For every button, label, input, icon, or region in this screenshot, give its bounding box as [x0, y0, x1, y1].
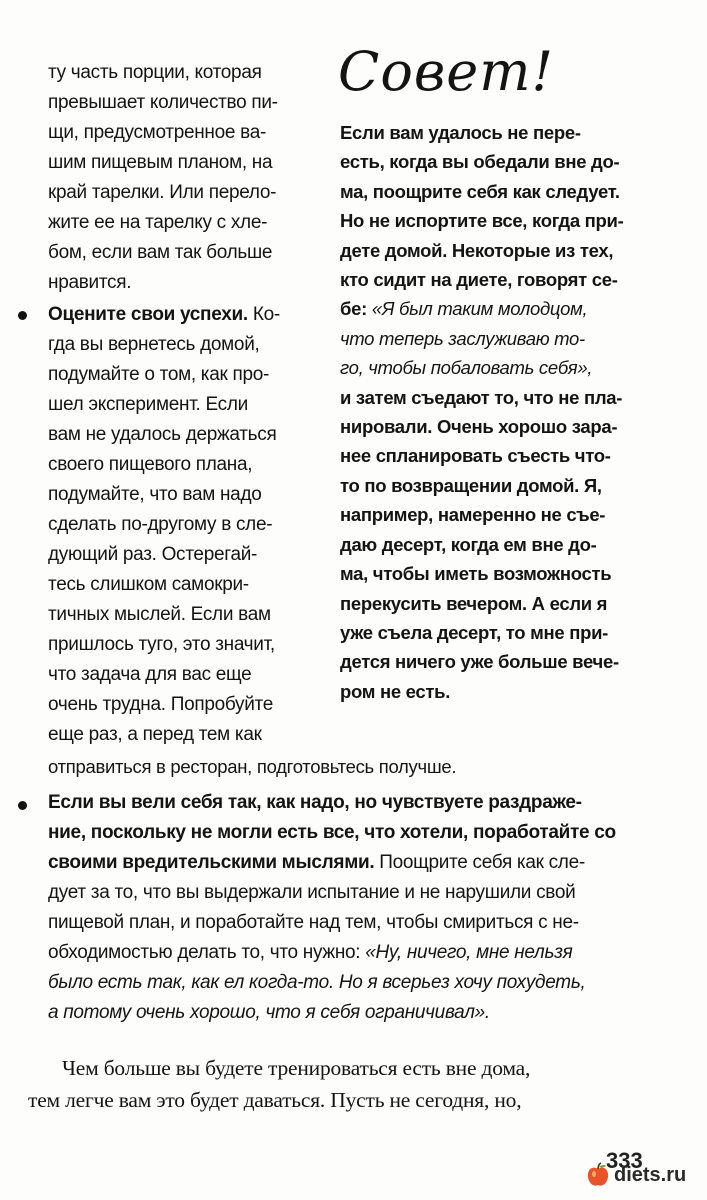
- text-line: край тарелки. Или перело-: [48, 182, 277, 203]
- text-run: уже съела десерт, то мне при-: [340, 621, 609, 643]
- text-line: тесь слишком самокри-: [48, 574, 249, 595]
- text-run: «Ну, ничего, мне нельзя: [360, 942, 573, 963]
- text-line: тичных мыслей. Если вам: [48, 604, 271, 625]
- left-column: [48, 58, 310, 750]
- text-run: «Я был таким молодцом,: [366, 298, 588, 320]
- text-run: Если вам удалось не пере-: [340, 122, 581, 143]
- text-line: шел эксперимент. Если: [48, 394, 248, 415]
- text-line: щи, предусмотренное ва-: [48, 122, 267, 143]
- text-run: ма, поощрите себя как следует.: [340, 180, 620, 202]
- text-line: [340, 324, 640, 353]
- text-run: даю десерт, когда ем вне до-: [340, 533, 597, 555]
- text-line: пришлось туго, это значит,: [48, 634, 275, 655]
- text-line: [340, 471, 640, 500]
- text-run: нее спланировать съесть что-: [340, 445, 611, 467]
- text-line: [48, 848, 648, 878]
- text-line: [340, 177, 640, 206]
- page-number: 333: [606, 1148, 643, 1173]
- text-run: пищевой план, и поработайте над тем, чтобы смириться с не-: [48, 912, 579, 933]
- bullet-dot-icon: [18, 801, 27, 810]
- text-line: жите ее на тарелку с хле-: [48, 212, 268, 233]
- text-line: [340, 206, 640, 235]
- text-line: [340, 500, 640, 529]
- text-run: ние, поскольку не могли есть все, что хотели, поработайте со: [48, 822, 616, 843]
- text-line: [340, 530, 640, 559]
- text-run: есть, когда вы обедали вне до-: [340, 151, 620, 173]
- text-line: [340, 118, 640, 147]
- text-line: [340, 618, 640, 647]
- text-line: [340, 294, 640, 323]
- continuation-block: [48, 752, 648, 782]
- text-run: дете домой. Некоторые из тех,: [340, 239, 614, 261]
- text-line: вам не удалось держаться: [48, 424, 277, 445]
- text-line: [48, 878, 648, 908]
- advice-title: Совет!: [338, 40, 555, 103]
- bullet-lead-rest: Ко-: [247, 304, 280, 325]
- text-line: [48, 908, 648, 938]
- text-line: очень трудна. Попробуйте: [48, 694, 273, 715]
- text-line: еще раз, а перед тем как: [48, 724, 262, 745]
- text-line: [48, 938, 648, 968]
- text-line: превышает количество пи-: [48, 92, 278, 113]
- text-line: шим пищевым планом, на: [48, 152, 273, 173]
- text-line: подумайте о том, как про-: [48, 364, 270, 385]
- text-line: [340, 353, 640, 382]
- text-run: а потому очень хорошо, что я себя ограничивал».: [48, 1002, 490, 1023]
- text-run: дется ничего уже больше вече-: [340, 651, 619, 673]
- text-run: Но не испортите все, когда при-: [340, 210, 624, 232]
- text-line: сделать по-другому в сле-: [48, 514, 273, 535]
- text-run: обходимостью делать то, что нужно:: [48, 942, 361, 963]
- text-line: своего пищевого плана,: [48, 454, 253, 475]
- text-line: [48, 998, 648, 1028]
- text-line: [340, 147, 640, 176]
- bullet-lead-bold: Оцените свои успехи.: [48, 304, 248, 325]
- text-line: Чем больше вы будете тренироваться есть вне дома,: [62, 1056, 531, 1080]
- closing-paragraph: [28, 1052, 668, 1116]
- text-run: своими вредительскими мыслями.: [48, 852, 375, 873]
- text-run: например, намеренно не съе-: [340, 504, 606, 526]
- text-line: [340, 412, 640, 441]
- text-line: нравится.: [48, 272, 132, 293]
- bullet-lead-line: [48, 300, 310, 330]
- text-run: что теперь заслуживаю то-: [340, 327, 585, 349]
- text-line: [340, 677, 640, 706]
- site-name[interactable]: diets.ru: [614, 1163, 687, 1186]
- text-run: кто сидит на диете, говорят се-: [340, 269, 618, 291]
- apple-icon: [586, 1162, 610, 1188]
- text-line: [340, 236, 640, 265]
- text-line: бом, если вам так больше: [48, 242, 273, 263]
- advice-box: [340, 118, 640, 706]
- text-line: [340, 441, 640, 470]
- text-run: Если вы вели себя так, как надо, но чувствуете раздраже-: [48, 792, 582, 813]
- text-line: тем легче вам это будет даваться. Пусть не сегодня, но,: [28, 1088, 522, 1112]
- text-line: [48, 788, 648, 818]
- text-line: [340, 383, 640, 412]
- bullet-item-2: [48, 788, 648, 1028]
- text-run: и затем съедают то, что не пла-: [340, 386, 623, 408]
- text-line: [340, 265, 640, 294]
- text-line: что задача для вас еще: [48, 664, 252, 685]
- text-line: [340, 559, 640, 588]
- text-line: подумайте, что вам надо: [48, 484, 262, 505]
- text-line: [340, 647, 640, 676]
- site-watermark: [586, 1160, 686, 1190]
- text-line: дующий раз. Остерегай-: [48, 544, 258, 565]
- text-line: гда вы вернетесь домой,: [48, 334, 260, 355]
- text-run: было есть так, как ел когда-то. Но я всерьез хочу похудеть,: [48, 972, 586, 993]
- text-line: [48, 818, 648, 848]
- text-run: Поощрите себя как сле-: [374, 852, 585, 873]
- text-line: [340, 589, 640, 618]
- text-run: перекусить вечером. А если я: [340, 592, 608, 614]
- text-run: дует за то, что вы выдержали испытание и не нарушили свой: [48, 882, 576, 903]
- text-run: ма, чтобы иметь возможность: [340, 563, 612, 585]
- text-run: то по возвращении домой. Я,: [340, 474, 602, 496]
- text-line: [48, 968, 648, 998]
- text-line: отправиться в ресторан, подготовьтесь получше.: [48, 756, 457, 777]
- text-line: ту часть порции, которая: [48, 62, 262, 83]
- text-run: го, чтобы побаловать себя»,: [340, 357, 593, 379]
- text-run: нировали. Очень хорошо зара-: [340, 416, 618, 438]
- bullet-dot-icon: [18, 311, 27, 320]
- text-run: ром не есть.: [340, 680, 451, 702]
- text-run: бе:: [340, 298, 367, 320]
